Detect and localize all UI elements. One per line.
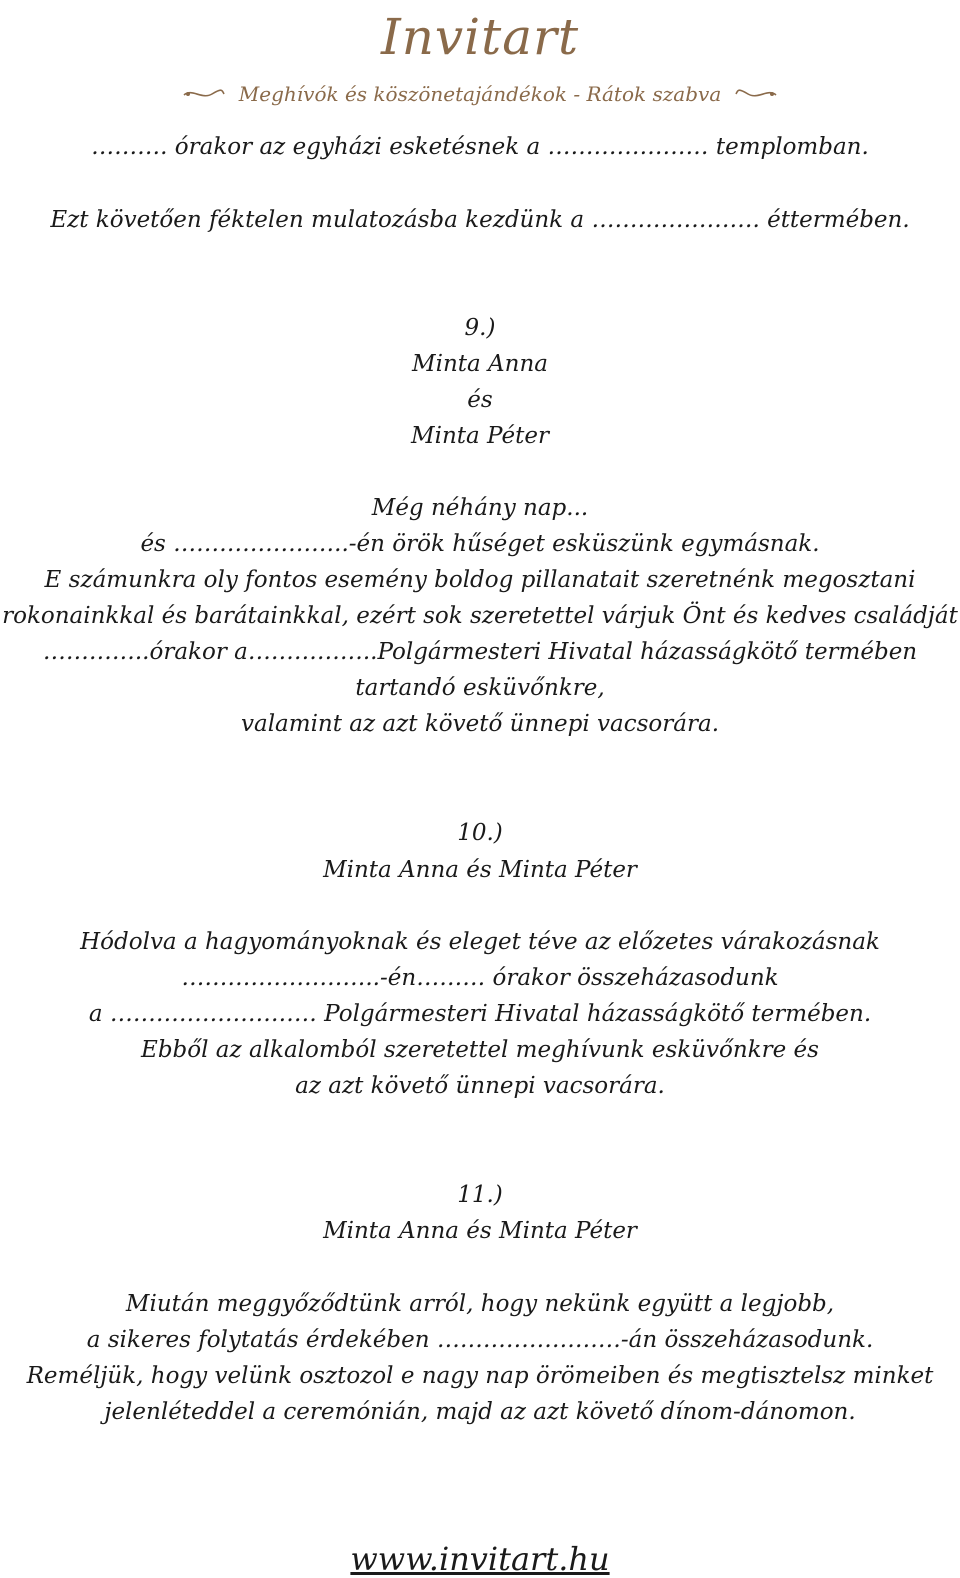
- groom-name: Minta Péter: [411, 423, 549, 449]
- section-number-9: 9.): [464, 315, 496, 341]
- text-line: tartandó esküvőnkre,: [355, 675, 605, 701]
- text-line: rokonainkkal és barátainkkal, ezért sok szeretettel várjuk Önt és kedves családját: [2, 603, 958, 629]
- couple-names: Minta Anna és Minta Péter: [323, 1218, 637, 1244]
- text-line: Ebből az alkalomból szeretettel meghívunk esküvőnkre és: [141, 1037, 819, 1063]
- section-number-10: 10.): [457, 820, 503, 846]
- text-line: Reméljük, hogy velünk osztozol e nagy nap örömeiben és megtisztelsz minket: [26, 1363, 934, 1389]
- ceremony-line: ………. órakor az egyházi esketésnek a ………………… templomban.: [91, 134, 869, 160]
- couple-names: Minta Anna és Minta Péter: [323, 857, 637, 883]
- text-line: és …………………..-én örök hűséget esküszünk egymásnak.: [140, 531, 820, 557]
- connector-word: és: [467, 387, 493, 413]
- text-line: Miután meggyőződtünk arról, hogy nekünk együtt a legjobb,: [125, 1291, 835, 1317]
- text-line: valamint az azt követő ünnepi vacsorára.: [240, 711, 720, 737]
- text-line: az azt követő ünnepi vacsorára.: [295, 1073, 665, 1099]
- text-line: Még néhány nap...: [371, 495, 589, 521]
- text-line: …………..órakor a……………..Polgármesteri Hivatal házasságkötő termében: [42, 639, 918, 665]
- text-line: E számunkra oly fontos esemény boldog pillanatait szeretnénk megosztani: [44, 567, 916, 593]
- text-line: a ……………………… Polgármesteri Hivatal házasságkötő termében.: [88, 1001, 872, 1027]
- text-line: jelenléteddel a ceremónián, majd az azt követő dínom-dánomon.: [104, 1399, 856, 1425]
- tagline-row: [0, 80, 960, 106]
- header: [0, 0, 960, 120]
- section-number-11: 11.): [457, 1182, 503, 1208]
- text-line: Hódolva a hagyományoknak és eleget téve az előzetes várakozásnak: [80, 929, 880, 955]
- right-flourish-icon: [734, 86, 778, 102]
- website-link[interactable]: www.invitart.hu: [350, 1540, 610, 1578]
- tagline: Meghívók és köszönetajándékok - Rátok szabva: [238, 81, 722, 106]
- bride-name: Minta Anna: [412, 351, 548, 377]
- reception-line: Ezt követően féktelen mulatozásba kezdünk a …………………. éttermében.: [50, 207, 910, 233]
- text-line: a sikeres folytatás érdekében ……………………-án összeházasodunk.: [86, 1327, 874, 1353]
- brand-logo: Invitart: [380, 8, 580, 66]
- left-flourish-icon: [182, 86, 226, 102]
- text-line: ……………………..-én……… órakor összeházasodunk: [181, 965, 779, 991]
